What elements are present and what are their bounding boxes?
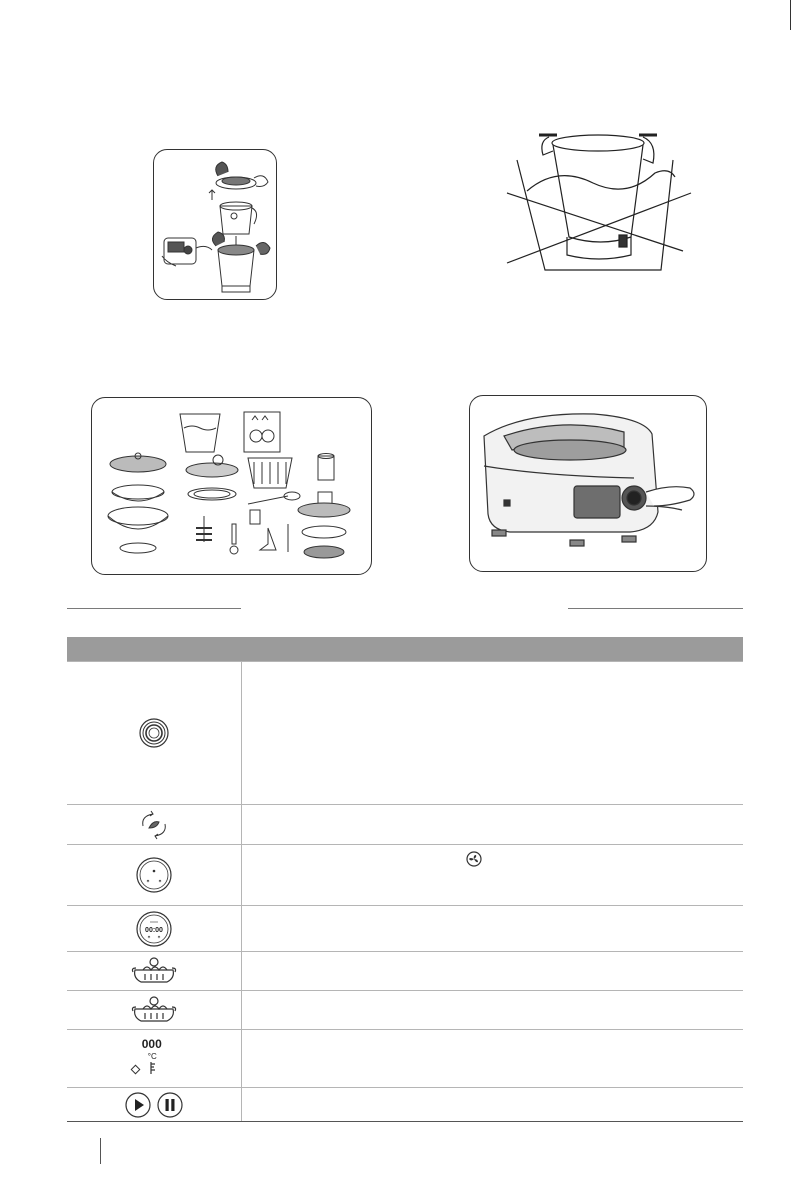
header-cell-description: [241, 637, 743, 662]
icon-cell: [67, 1030, 241, 1088]
icon-cell: [67, 952, 241, 991]
bowl-drawing: [503, 125, 703, 275]
assembly-figure: [153, 149, 277, 300]
play-pause-icon: [67, 1092, 241, 1118]
icon-cell: [67, 991, 241, 1030]
play-icon: [125, 1092, 151, 1118]
display-unit: °C: [147, 1051, 157, 1061]
steam-basket-icon: [129, 956, 179, 986]
icon-cell: [67, 845, 241, 906]
speed-dial-icon: [135, 856, 173, 894]
heading-rule-left: [67, 608, 241, 609]
description-cell: [241, 1030, 743, 1088]
table-row: [67, 845, 743, 906]
accessories-drawing: [92, 398, 371, 574]
icon-cell: [67, 1088, 241, 1122]
thermometer-icon: [148, 1061, 158, 1075]
header-cell-icon: [67, 637, 241, 662]
footer-divider: [100, 1138, 101, 1164]
diamond-icon: [130, 1064, 140, 1074]
table-row: [67, 1088, 743, 1122]
display-readout-icon: [124, 1037, 184, 1081]
description-cell: [241, 662, 743, 805]
fan-icon: [466, 851, 482, 867]
table-row: [67, 952, 743, 991]
table-row: [67, 1030, 743, 1088]
description-cell: [241, 991, 743, 1030]
steam-basket-alt-icon: [129, 995, 179, 1025]
turbo-rotate-icon: [137, 810, 171, 840]
description-cell: [241, 906, 743, 952]
icon-cell: [67, 662, 241, 805]
heading-rule-right: [568, 608, 743, 609]
controls-table: [67, 637, 743, 1122]
description-cell: [241, 805, 743, 845]
appliance-figure: [469, 395, 707, 572]
rotary-knob-icon: [138, 717, 170, 749]
appliance-drawing: [470, 396, 706, 571]
table-row: [67, 906, 743, 952]
icon-cell: [67, 805, 241, 845]
timer-display: 00:00: [144, 926, 163, 934]
table-row: [67, 991, 743, 1030]
accessories-figure: [91, 397, 372, 575]
description-cell: [241, 952, 743, 991]
table-header-row: [67, 637, 743, 662]
pause-icon: [157, 1092, 183, 1118]
timer-dial-icon: [135, 910, 173, 948]
bowl-figure: [503, 125, 703, 275]
corner-tick: [790, 0, 791, 30]
assembly-drawing: [154, 150, 276, 299]
description-cell: [241, 845, 743, 906]
table-row: [67, 805, 743, 845]
display-digits: 000: [141, 1036, 162, 1051]
table-row: [67, 662, 743, 805]
description-cell: [241, 1088, 743, 1122]
icon-cell: [67, 906, 241, 952]
